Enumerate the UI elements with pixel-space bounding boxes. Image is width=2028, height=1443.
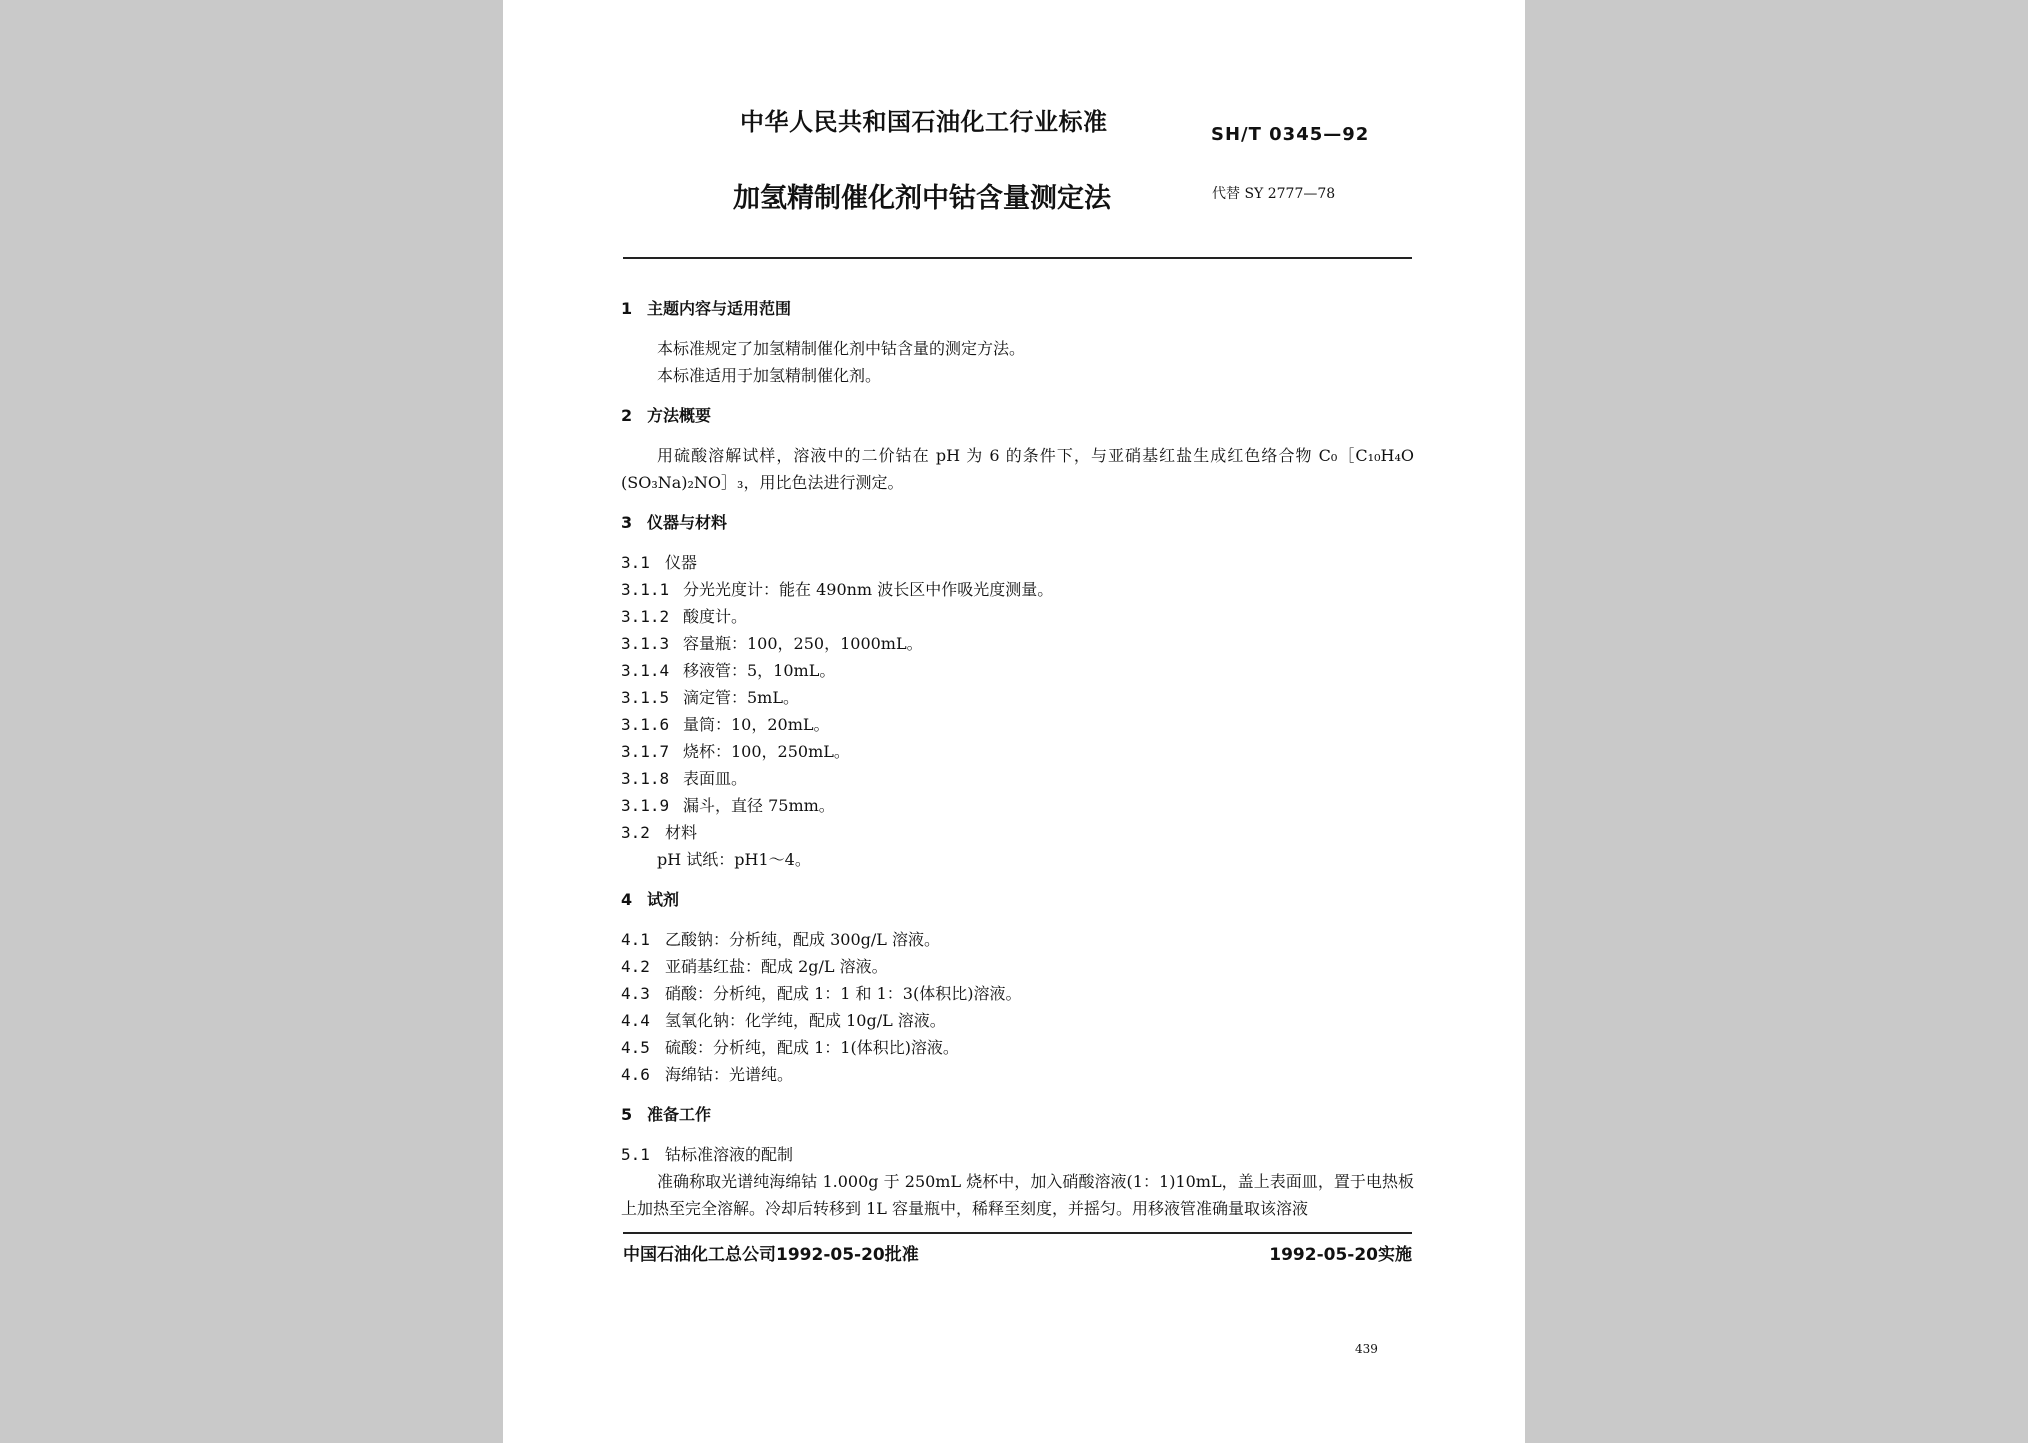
subsection-heading: 5.1 钴标准溶液的配制 <box>621 1145 794 1164</box>
page-number: 439 <box>1355 1342 1378 1356</box>
list-item: 4.5 硫酸：分析纯，配成 1：1(体积比)溶液。 <box>621 1038 959 1057</box>
approval-date: 中国石油化工总公司1992-05-20批准 <box>623 1245 919 1265</box>
footer <box>623 1240 1412 1266</box>
paragraph: 本标准规定了加氢精制催化剂中钴含量的测定方法。 <box>657 339 1026 358</box>
section-heading: 4 试剂 <box>621 890 680 909</box>
subsection-heading: 3.2 材料 <box>621 823 698 842</box>
list-item: 4.6 海绵钴：光谱纯。 <box>621 1065 794 1084</box>
list-item: 3.1.5 滴定管：5mL。 <box>621 688 799 707</box>
list-item: 4.4 氢氧化钠：化学纯，配成 10g/L 溶液。 <box>621 1011 946 1030</box>
paragraph: 本标准适用于加氢精制催化剂。 <box>657 366 882 385</box>
list-item: 3.1.6 量筒：10，20mL。 <box>621 715 830 734</box>
document-page <box>503 0 1525 1443</box>
issuing-organization: 中华人民共和国石油化工行业标准 <box>740 107 1108 136</box>
list-item: 4.1 乙酸钠：分析纯，配成 300g/L 溶液。 <box>621 930 940 949</box>
list-item: 3.1.8 表面皿。 <box>621 769 748 788</box>
subsection-heading: 3.1 仪器 <box>621 553 698 572</box>
header-divider <box>623 257 1412 259</box>
list-item: 3.1.3 容量瓶：100，250，1000mL。 <box>621 634 923 653</box>
list-item: 3.1.4 移液管：5，10mL。 <box>621 661 836 680</box>
footer-divider <box>623 1232 1412 1234</box>
list-item: 3.1.1 分光光度计：能在 490nm 波长区中作吸光度测量。 <box>621 580 1054 599</box>
effective-date: 1992-05-20实施 <box>1269 1245 1412 1265</box>
section-heading: 3 仪器与材料 <box>621 513 728 532</box>
replaces-note: 代替 SY 2777—78 <box>1212 186 1336 202</box>
document-title: 加氢精制催化剂中钴含量测定法 <box>733 183 1111 214</box>
section-heading: 5 准备工作 <box>621 1105 712 1124</box>
list-item: 4.3 硝酸：分析纯，配成 1：1 和 1：3(体积比)溶液。 <box>621 984 1022 1003</box>
paragraph: 准确称取光谱纯海绵钴 1.000g 于 250mL 烧杯中，加入硝酸溶液(1：1)10mL，盖上表面皿，置于电热板上加热至完全溶解。冷却后转移到 1L 容量瓶中，稀释至刻度，并摇匀。用移液管准确量取该溶液 <box>621 1172 1414 1218</box>
list-item: 3.1.9 漏斗，直径 75mm。 <box>621 796 835 815</box>
list-item: 3.1.2 酸度计。 <box>621 607 748 626</box>
section-heading: 1 主题内容与适用范围 <box>621 299 792 318</box>
standard-code: SH/T 0345—92 <box>1211 124 1370 145</box>
section-heading: 2 方法概要 <box>621 406 712 425</box>
document-body <box>621 295 1414 1222</box>
list-item: 4.2 亚硝基红盐：配成 2g/L 溶液。 <box>621 957 888 976</box>
list-item: 3.1.7 烧杯：100，250mL。 <box>621 742 850 761</box>
paragraph: 用硫酸溶解试样，溶液中的二价钴在 pH 为 6 的条件下，与亚硝基红盐生成红色络合物 C₀［C₁₀H₄O (SO₃Na)₂NO］₃，用比色法进行测定。 <box>621 446 1414 492</box>
paragraph: pH 试纸：pH1～4。 <box>657 850 811 869</box>
